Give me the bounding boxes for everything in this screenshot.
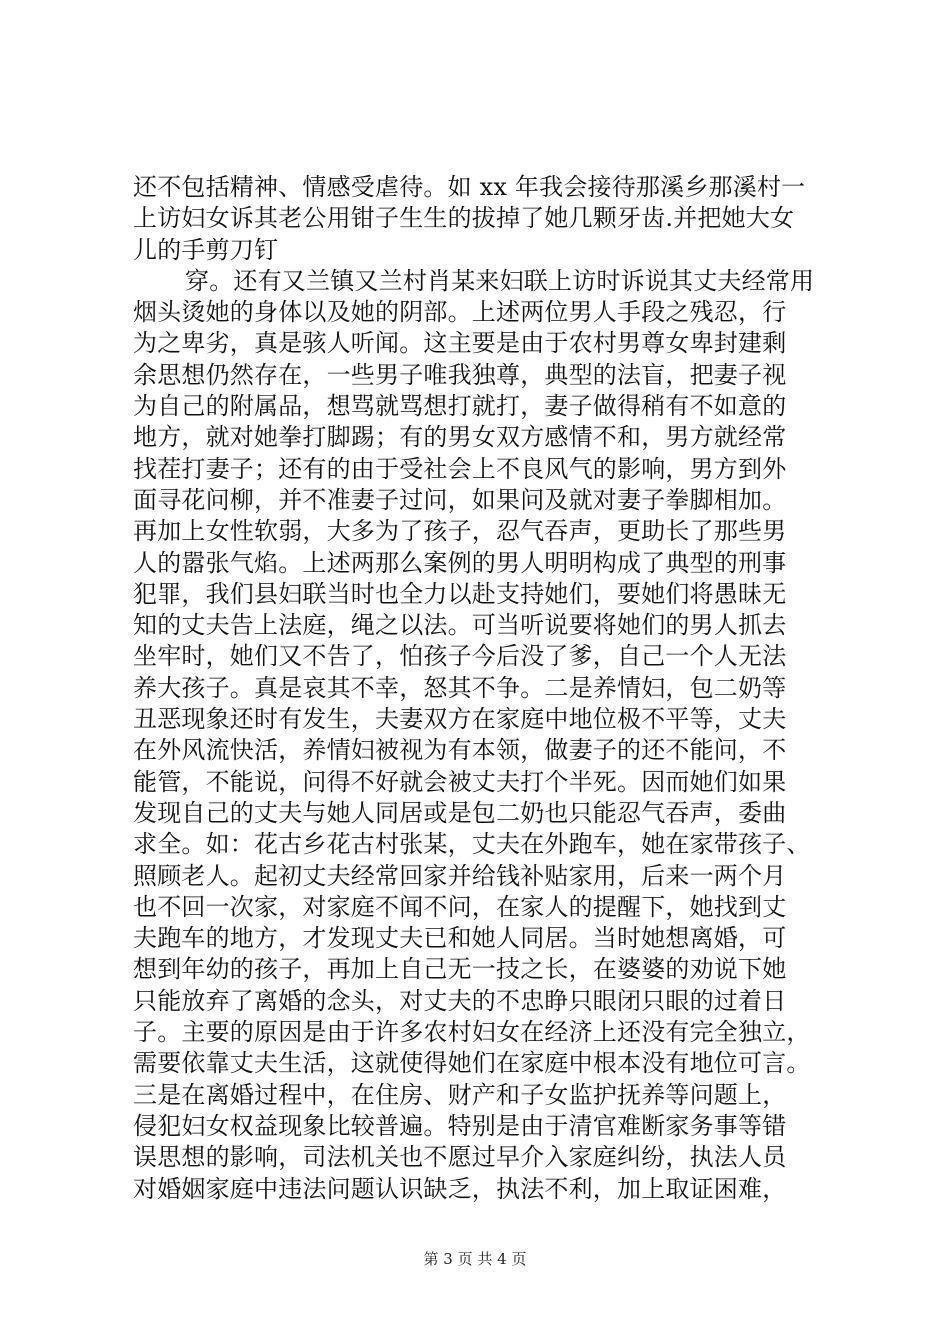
text-line: 地方，就对她拳打脚踢；有的男女双方感情不和，男方就经常 bbox=[133, 423, 787, 452]
text-line: 知的丈夫告上法庭，绳之以法。可当听说要将她们的男人抓去 bbox=[133, 611, 787, 640]
text-line: 只能放弃了离婚的念头，对丈夫的不忠睁只眼闭只眼的过着日 bbox=[133, 986, 787, 1015]
text-line: 也不回一次家，对家庭不闻不问，在家人的提醒下，她找到丈 bbox=[133, 892, 787, 921]
text-line: 坐牢时，她们又不告了，怕孩子今后没了爹，自己一个人无法 bbox=[133, 642, 787, 671]
text-line: 还不包括精神、情感受虐待。如 xx 年我会接待那溪乡那溪村一 bbox=[133, 173, 806, 201]
text-line: 发现自己的丈夫与她人同居或是包二奶也只能忍气吞声，委曲 bbox=[133, 798, 787, 827]
text-line: 人的嚣张气焰。上述两那么案例的男人明明构成了典型的刑事 bbox=[133, 548, 787, 577]
text-line: 误思想的影响，司法机关也不愿过早介入家庭纠纷，执法人员 bbox=[133, 1143, 787, 1172]
text-line: 儿的手剪刀钉 bbox=[133, 235, 279, 264]
text-line: 侵犯妇女权益现象比较普遍。特别是由于清官难断家务事等错 bbox=[133, 1111, 787, 1140]
text-line: 找茬打妻子；还有的由于受社会上不良风气的影响，男方到外 bbox=[133, 454, 787, 483]
text-line: 为自己的附属品，想骂就骂想打就打，妻子做得稍有不如意的 bbox=[133, 392, 787, 421]
text-line: 犯罪，我们县妇联当时也全力以赴支持她们，要她们将愚昧无 bbox=[133, 579, 787, 608]
text-line: 求全。如：花古乡花古村张某，丈夫在外跑车，她在家带孩子、 bbox=[133, 830, 811, 859]
text-line: 为之卑劣，真是骇人听闻。这主要是由于农村男尊女卑封建剩 bbox=[133, 329, 787, 358]
text-line: 丑恶现象还时有发生，夫妻双方在家庭中地位极不平等，丈夫 bbox=[133, 705, 787, 734]
paragraph-start-line: 穿。还有又兰镇又兰村肖某来妇联上访时诉说其丈夫经常用 bbox=[185, 266, 815, 295]
text-line: 烟头烫她的身体以及她的阴部。上述两位男人手段之残忍，行 bbox=[133, 298, 787, 327]
document-body bbox=[133, 172, 823, 1205]
text-line: 夫跑车的地方，才发现丈夫已和她人同居。当时她想离婚，可 bbox=[133, 924, 787, 953]
text-line: 面寻花问柳，并不准妻子过问，如果问及就对妻子拳脚相加。 bbox=[133, 485, 787, 514]
text-line: 再加上女性软弱，大多为了孩子，忍气吞声，更助长了那些男 bbox=[133, 517, 787, 546]
text-line: 子。主要的原因是由于许多农村妇女在经济上还没有完全独立， bbox=[133, 1018, 811, 1047]
text-line: 对婚姻家庭中违法问题认识缺乏，执法不利，加上取证困难， bbox=[133, 1174, 787, 1203]
text-line: 能管，不能说，问得不好就会被丈夫打个半死。因而她们如果 bbox=[133, 767, 787, 796]
text-line: 余思想仍然存在，一些男子唯我独尊，典型的法盲，把妻子视 bbox=[133, 360, 787, 389]
text-line: 三是在离婚过程中，在住房、财产和子女监护抚养等问题上， bbox=[133, 1080, 787, 1109]
text-line: 上访妇女诉其老公用钳子生生的拔掉了她几颗牙齿.并把她大女 bbox=[133, 204, 795, 233]
text-line: 在外风流快活，养情妇被视为有本领，做妻子的还不能问，不 bbox=[133, 736, 787, 765]
text-line: 需要依靠丈夫生活，这就使得她们在家庭中根本没有地位可言。 bbox=[133, 1049, 811, 1078]
text-line: 照顾老人。起初丈夫经常回家并给钱补贴家用，后来一两个月 bbox=[133, 861, 787, 890]
text-line: 想到年幼的孩子，再加上自己无一技之长，在婆婆的劝说下她 bbox=[133, 955, 787, 984]
page-number-footer: 第 3 页 共 4 页 bbox=[423, 1250, 527, 1268]
text-line: 养大孩子。真是哀其不幸，怒其不争。二是养情妇，包二奶等 bbox=[133, 673, 787, 702]
